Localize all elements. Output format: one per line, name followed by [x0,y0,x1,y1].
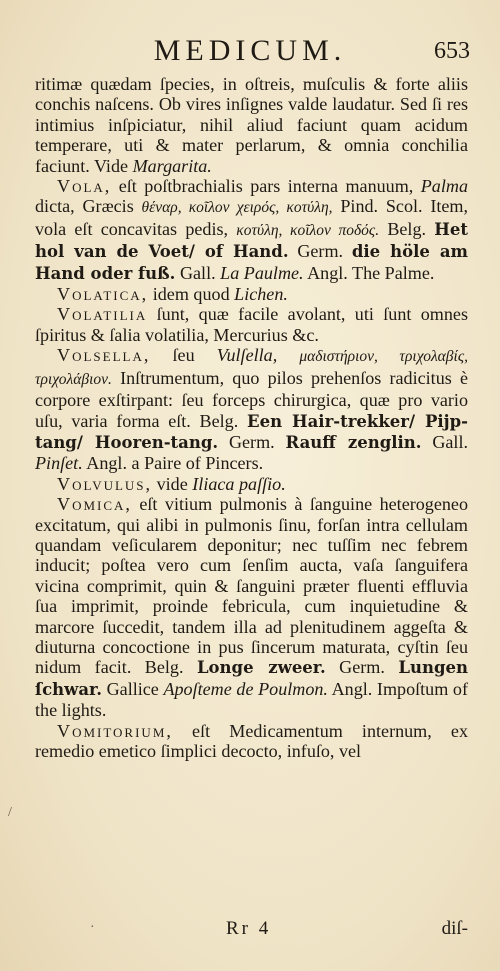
page-number: 653 [434,38,470,64]
headword: Vomica, [57,494,132,515]
running-head: MEDICUM. [153,34,347,67]
signature-mark: Rr 4 [226,918,272,939]
headword: Volatilia [57,304,148,325]
cross-reference: Lichen. [234,284,288,305]
cross-reference: Iliaca paſſio. [192,473,286,494]
dutch-term: Een Hair-trekker/ Pijp-tang/ Hooren-tang. [35,411,468,452]
dutch-term: Longe zweer. [196,658,326,678]
german-term: die höle am Hand oder fuß. [35,242,468,283]
entry-vola: Vola, eſt poſtbrachialis pars interna manuum, Palma dicta, Græcis θέναρ, κοῖλον χειρός, κοτύλη, Pind. Scol. Item, vola eſt concavitas pedis, κοτύλη, κοῖλον ποδός. Belg. Het hol van de Voet/ of Hand. Germ. die höle am Hand oder fuß. Gall. La Paulme. Angl. The Palme. [35,176,469,283]
entry-volatilia: Volatilia ſunt, quæ facile avolant, uti ſunt omnes ſpiritus & ſalia volatilia, Mercurius &c. [35,304,468,345]
french-term: Pinſet. [35,453,83,474]
german-term: Rauff zenglin. [285,432,422,452]
page-header [0,34,500,70]
french-term: La Paulme. [220,262,304,283]
entry-vomitorium: Vomitorium, eſt Medicamentum internum, ex remedio emetico ſimplici decocto, infuſo, vel [35,720,468,761]
dutch-term: Het hol van de Voet/ of Hand. [35,219,468,262]
headword: Volatica, [57,284,149,305]
entry-volvulus: Volvulus, vide Iliaca paſſio. [57,473,286,494]
greek-text: μαδιστήριον, τριχολαβίς, τριχολάβιον. [35,348,468,388]
catchword: diſ- [441,918,468,939]
entry-vomica: Vomica, eſt vitium pulmonis à ſanguine heterogeneo excitatum, qui alibi in pulmonis ſinu, forſan intra cellulam quandam veſicularem deponitur; nec tuſſim nec febrem inducit; poſtea vero cum ſenſim aucta, vaſa ſanguifera vicina comprimit, quin & ſanguini præter fluenti effluvia ſua imprimit, proinde febricula, cum inquietudine & marcore ſuccedit, tandem illa ad plenitudinem aggeſta & diuturna concoctione in pus ſincerum maturata, cyſtin ſeu nidum facit. Belg. Longe zweer. Germ. Lungen ſchwar. Gallice Apoſteme de Poulmon. Angl. Impoſtum of the lights. [35,494,468,721]
page-footer [0,918,500,942]
headword: Vomitorium, [57,720,173,741]
greek-text: θέναρ, κοῖλον χειρός, κοτύλη, [141,199,333,217]
entry-continuation: ritimæ quædam ſpecies, in oſtreis, muſculis & forte aliis conchis naſcens. Ob vires inſignes valde laudatur. Sed ſi res intimius inſpiciatur, nihil aliud faciunt quam acidum temperare, uti & mater perlarum, & omnia conchilia faciunt. Vide Margarita. [35,74,468,176]
entry-volatica: Volatica, idem quod Lichen. [57,284,288,305]
german-term: Lungen ſchwar. [35,658,468,699]
headword: Volsella, [57,345,151,366]
greek-text: κοτύλη, κοῖλον ποδός. [236,221,380,239]
page-body [35,74,468,761]
headword: Volvulus, [57,473,153,494]
ink-speck: · [90,920,95,935]
cross-reference: Margarita. [132,155,212,176]
french-term: Apoſteme de Poulmon. [163,678,328,699]
headword: Vola, [57,176,112,197]
entry-volsella: Volsella, ſeu Vulſella, μαδιστήριον, τριχολαβίς, τριχολάβιον. Inſtrumentum, quo pilos prehenſos radicitus è corpore exſtirpant: ſeu forceps chirurgica, quæ pro vario uſu, varia forma eſt. Belg. Een Hair-trekker/ Pijp-tang/ Hooren-tang. Germ. Rauff zenglin. Gall. Pinſet. Angl. a Paire of Pincers. [35,345,468,474]
ink-speck: / [8,805,12,820]
